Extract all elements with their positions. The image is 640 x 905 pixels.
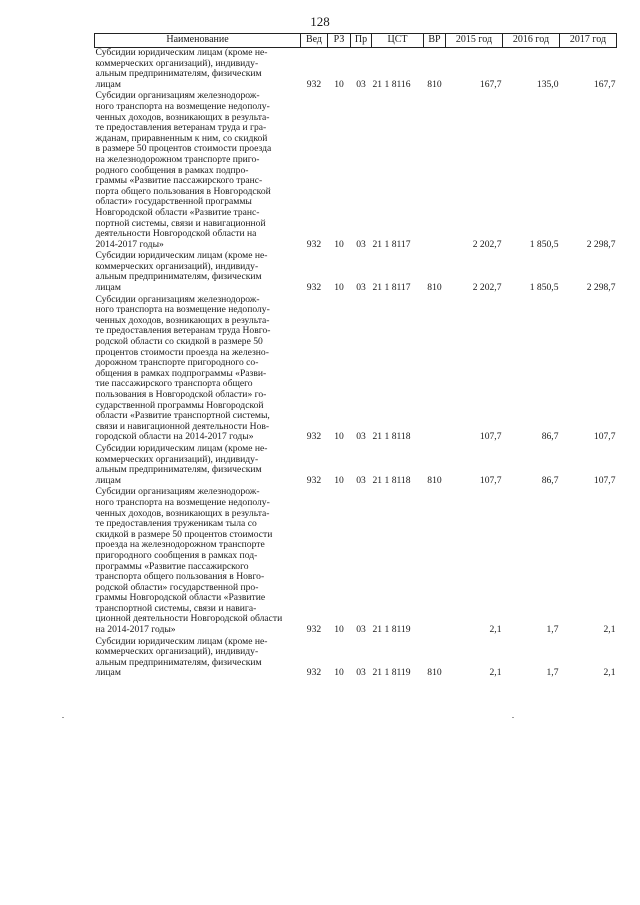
row-name-line: ченных доходов, возникающих в результа- <box>95 111 270 123</box>
row-cst: 21 1 8116 <box>372 78 411 90</box>
row-vr: 810 <box>427 282 442 294</box>
row-name-line: альным предпринимателям, физическим <box>95 656 262 668</box>
header-pr: Пр <box>351 34 372 48</box>
row-cst: 21 1 8117 <box>372 238 411 250</box>
row-name-line: Субсидии организациям железнодорож- <box>95 293 260 305</box>
row-name <box>95 637 301 680</box>
row-name-line: транспорта общего пользования в Новго- <box>95 571 265 583</box>
row-ved: 932 <box>306 282 322 294</box>
row-name-line: ного транспорта на возмещение недополу- <box>95 304 270 316</box>
row-vr <box>424 91 446 251</box>
row-2017: 107,7 <box>593 431 616 443</box>
row-name-line: те предоставления ветеранам труда и гра- <box>95 122 267 134</box>
row-name-line: коммерческих организаций), индивиду- <box>95 453 259 465</box>
row-2017: 2 298,7 <box>586 282 616 294</box>
row-name-line: Субсидии юридическим лицам (кроме не- <box>95 250 268 262</box>
row-name-line: деятельности Новгородской области на <box>95 228 257 240</box>
row-name-line: родного сообщения в рамках подпро- <box>95 164 249 176</box>
table-row <box>95 444 617 487</box>
row-ved: 932 <box>306 667 322 679</box>
row-name-line: Субсидии организациям железнодорож- <box>95 486 260 498</box>
page-number: 128 <box>310 14 330 29</box>
row-pr: 03 <box>356 667 366 679</box>
row-pr: 03 <box>356 238 366 250</box>
row-2016: 1,7 <box>546 667 559 679</box>
row-name-line: родской области со скидкой в размере 50 <box>95 336 263 348</box>
row-rz: 10 <box>334 282 344 294</box>
row-2015: 107,7 <box>479 431 502 443</box>
row-name-line: 2014-2017 годы» <box>95 238 164 250</box>
header-cst: ЦСТ <box>372 34 424 48</box>
row-ved: 932 <box>306 474 322 486</box>
row-pr: 03 <box>356 78 366 90</box>
row-2015: 2 202,7 <box>472 282 502 294</box>
row-name-line: Новгородской области «Развитие транс- <box>95 206 260 218</box>
header-2015: 2015 год <box>446 34 503 48</box>
row-name-line: проезда на железнодорожном транспорте <box>95 539 265 551</box>
row-ved: 932 <box>306 238 322 250</box>
row-name-line: родской области» государственной про- <box>95 581 259 593</box>
row-rz: 10 <box>334 624 344 636</box>
row-2016: 86,7 <box>541 474 559 486</box>
row-name-line: те предоставления труженикам тыла со <box>95 518 257 530</box>
row-name-line: альным предпринимателям, физическим <box>95 271 262 283</box>
row-name-line: сударственной программы Новгородской <box>95 399 264 411</box>
row-2016: 86,7 <box>541 431 559 443</box>
row-name-line: лицам <box>95 78 121 90</box>
row-rz: 10 <box>334 431 344 443</box>
row-2015: 2,1 <box>489 667 502 679</box>
row-name-line: лицам <box>95 667 121 679</box>
row-name-line: на железнодорожном транспорте приго- <box>95 153 260 165</box>
row-2016: 1 850,5 <box>529 282 559 294</box>
row-name-line: ченных доходов, возникающих в результа- <box>95 314 270 326</box>
row-name-line: порта общего пользования в Новгородской <box>95 185 271 197</box>
header-ved: Вед <box>301 34 328 48</box>
table-row <box>95 487 617 636</box>
row-2015: 2,1 <box>489 624 502 636</box>
row-name-line: коммерческих организаций), индивиду- <box>95 57 259 69</box>
row-name-line: лицам <box>95 282 121 294</box>
row-name-line: альным предпринимателям, физическим <box>95 464 262 476</box>
budget-table <box>94 33 617 680</box>
row-vr: 810 <box>427 78 442 90</box>
row-name-line: те предоставления ветеранам труда Новго- <box>95 325 271 337</box>
row-name-line: ченных доходов, возникающих в результа- <box>95 507 270 519</box>
row-rz: 10 <box>334 474 344 486</box>
table-row <box>95 295 617 444</box>
row-name-line: тие пассажирского транспорта общего <box>95 378 253 390</box>
row-cst: 21 1 8118 <box>372 474 411 486</box>
row-2016: 1 850,5 <box>529 238 559 250</box>
row-cst: 21 1 8118 <box>372 431 411 443</box>
header-2017: 2017 год <box>560 34 617 48</box>
table-header-row <box>95 34 617 48</box>
header-vr: ВР <box>424 34 446 48</box>
row-cst: 21 1 8119 <box>372 624 411 636</box>
row-name-line: коммерческих организаций), индивиду- <box>95 260 259 272</box>
row-2017: 167,7 <box>593 78 616 90</box>
row-name-line: жданам, приравненным к ним, со скидкой <box>95 132 268 144</box>
row-2017: 107,7 <box>593 474 616 486</box>
row-vr <box>424 295 446 444</box>
row-pr: 03 <box>356 282 366 294</box>
row-name-line: программы «Развитие пассажирского <box>95 560 249 572</box>
scan-artifact <box>512 717 514 718</box>
table-row <box>95 251 617 294</box>
header-rz: РЗ <box>328 34 351 48</box>
row-rz: 10 <box>334 78 344 90</box>
row-cst: 21 1 8117 <box>372 282 411 294</box>
row-name <box>95 251 301 294</box>
row-name-line: пригородного сообщения в рамках под- <box>95 549 258 561</box>
row-name-line: Субсидии юридическим лицам (кроме не- <box>95 635 268 647</box>
row-ved: 932 <box>306 78 322 90</box>
row-name-line: Субсидии юридическим лицам (кроме не- <box>95 442 268 454</box>
row-2016: 1,7 <box>546 624 559 636</box>
row-vr: 810 <box>427 667 442 679</box>
row-name <box>95 487 301 636</box>
row-name-line: лицам <box>95 474 121 486</box>
row-pr: 03 <box>356 474 366 486</box>
row-ved: 932 <box>306 624 322 636</box>
row-pr: 03 <box>356 624 366 636</box>
row-2016: 135,0 <box>536 78 559 90</box>
table-body <box>95 48 617 681</box>
row-name-line: Субсидии организациям железнодорож- <box>95 90 260 102</box>
row-2015: 167,7 <box>479 78 502 90</box>
row-name-line: области» государственной программы <box>95 196 252 208</box>
row-name-line: ного транспорта на возмещение недополу- <box>95 100 270 112</box>
table-row <box>95 91 617 251</box>
row-name <box>95 444 301 487</box>
row-ved: 932 <box>306 431 322 443</box>
row-name-line: ционной деятельности Новгородской области <box>95 613 283 625</box>
row-2015: 107,7 <box>479 474 502 486</box>
row-2017: 2,1 <box>603 667 616 679</box>
row-name-line: связи и навигационной деятельности Нов- <box>95 420 270 432</box>
row-name <box>95 295 301 444</box>
row-pr: 03 <box>356 431 366 443</box>
row-name-line: общения в рамках подпрограммы «Разви- <box>95 367 267 379</box>
row-cst: 21 1 8119 <box>372 667 411 679</box>
row-name-line: транспортной системы, связи и навига- <box>95 602 257 614</box>
row-vr: 810 <box>427 474 442 486</box>
row-name-line: коммерческих организаций), индивиду- <box>95 646 259 658</box>
header-name: Наименование <box>95 34 301 48</box>
row-rz: 10 <box>334 667 344 679</box>
row-name-line: процентов стоимости проезда на железно- <box>95 346 269 358</box>
row-name-line: граммы Новгородской области «Развитие <box>95 592 266 604</box>
row-name-line: дорожном транспорте пригородного со- <box>95 357 259 369</box>
row-2015: 2 202,7 <box>472 238 502 250</box>
row-name-line: Субсидии юридическим лицам (кроме не- <box>95 47 268 58</box>
row-name-line: альным предпринимателям, физическим <box>95 68 262 80</box>
row-name-line: портной системы, связи и навигационной <box>95 217 266 229</box>
row-name-line: в размере 50 процентов стоимости проезда <box>95 143 272 155</box>
scan-artifact <box>62 717 64 718</box>
row-name-line: граммы «Развитие пассажирского транс- <box>95 175 263 187</box>
table-row <box>95 48 617 92</box>
header-2016: 2016 год <box>503 34 560 48</box>
row-2017: 2 298,7 <box>586 238 616 250</box>
table-row <box>95 637 617 680</box>
row-name <box>95 48 301 92</box>
row-name-line: области «Развитие транспортной системы, <box>95 410 270 422</box>
row-name-line: городской области на 2014-2017 годы» <box>95 431 254 443</box>
row-rz: 10 <box>334 238 344 250</box>
row-name <box>95 91 301 251</box>
row-name-line: пользования в Новгородской области» го- <box>95 389 267 400</box>
row-vr <box>424 487 446 636</box>
row-name-line: скидкой в размере 50 процентов стоимости <box>95 528 273 540</box>
row-name-line: ного транспорта на возмещение недополу- <box>95 496 270 508</box>
row-2017: 2,1 <box>603 624 616 636</box>
row-name-line: на 2014-2017 годы» <box>95 624 176 636</box>
